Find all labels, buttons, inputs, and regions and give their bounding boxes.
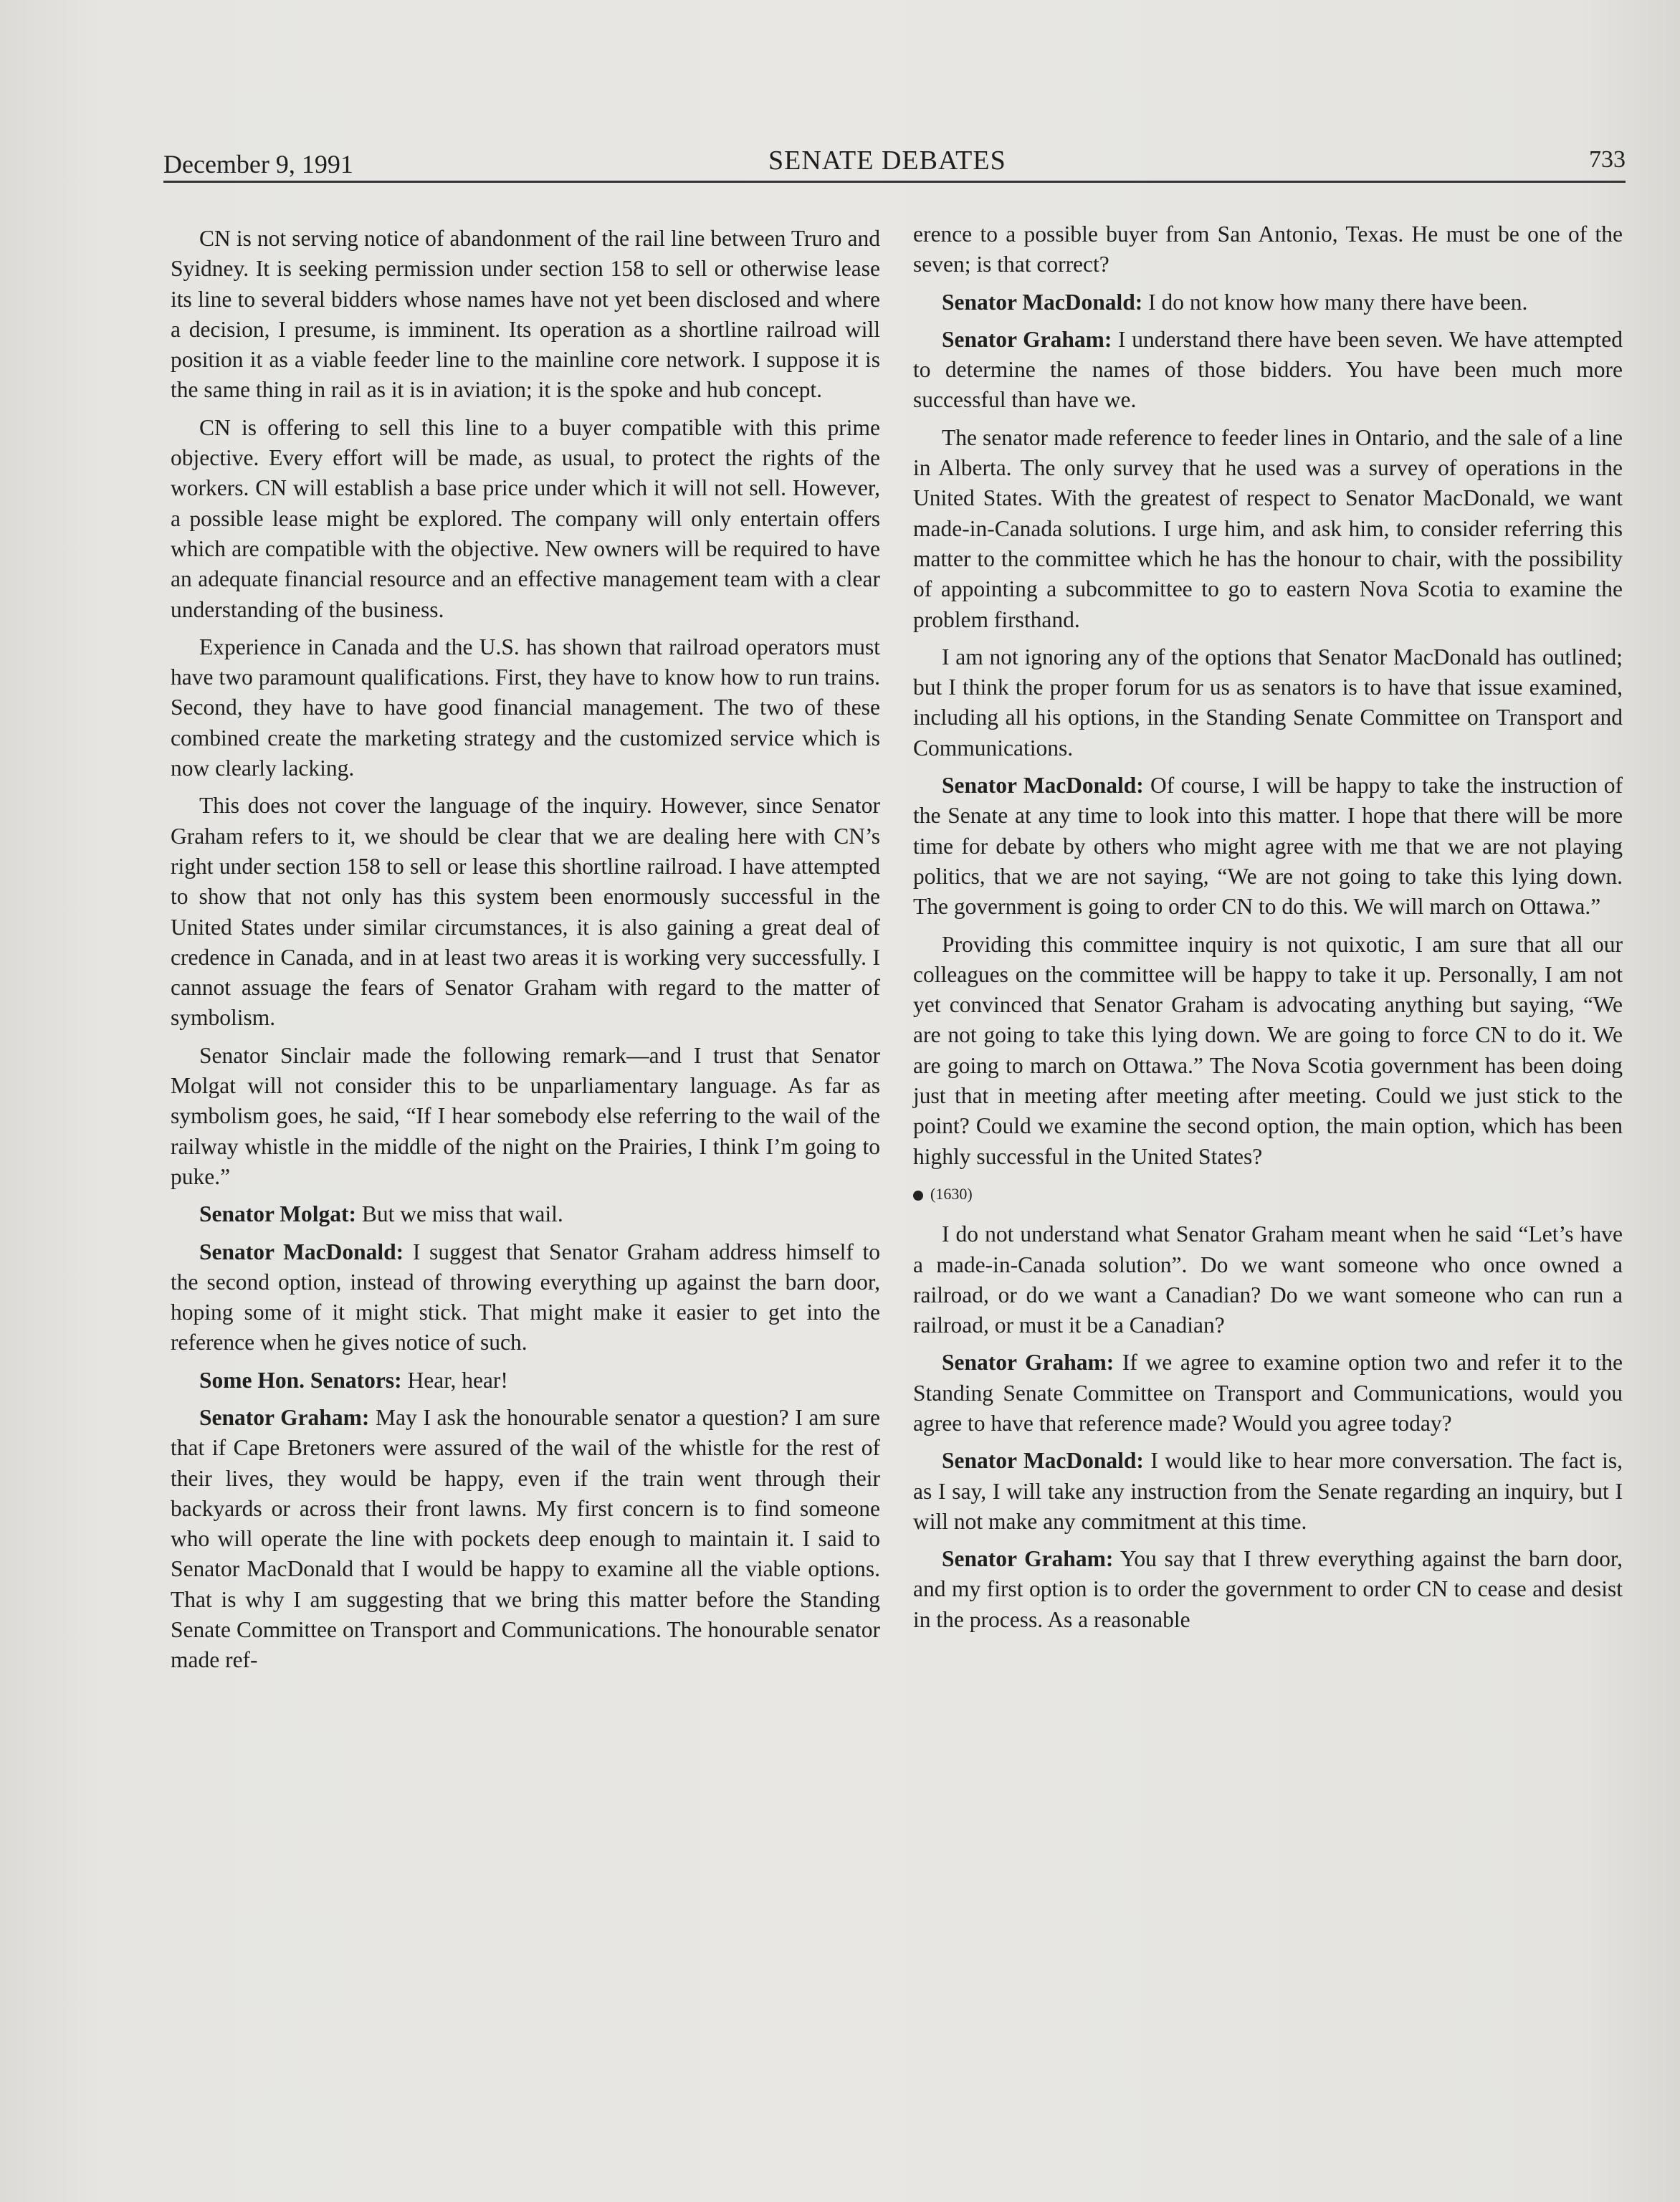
paragraph <box>171 1041 880 1192</box>
header-date: December 9, 1991 <box>163 150 353 178</box>
time-marker-text: (1630) <box>930 1184 973 1203</box>
paragraph <box>913 287 1623 318</box>
paragraph-text: Hear, hear! <box>407 1367 508 1393</box>
paragraph <box>913 1348 1623 1439</box>
paragraph <box>171 1199 880 1229</box>
paragraph-text: CN is offering to sell this line to a buyer compatible with this prime objective. Every effort will be made, as usual, to protect the rights of the workers. CN will establish a base price under which it will not sell. However, a possible lease might be explored. The company will only entertain offers which are compatible with the objective. New owners will be required to have an adequate financial resource and an effective management team with a clear understanding of the business. <box>171 414 880 622</box>
speaker-name: Senator Graham: <box>942 1350 1115 1376</box>
right-column <box>913 219 1623 1642</box>
speaker-name: Senator MacDonald: <box>942 773 1144 799</box>
speaker-name: Senator Graham: <box>942 1546 1114 1572</box>
paragraph-text: Experience in Canada and the U.S. has shown that railroad operators must have two paramount qualifications. First, they have to know how to run trains. Second, they have to have good financial management. The two of these combined create the marketing strategy and the customized service which is now clearly lacking. <box>171 634 880 781</box>
paragraph <box>913 771 1623 922</box>
page-header <box>163 138 1626 183</box>
paragraph <box>913 642 1623 763</box>
paragraph <box>913 1219 1623 1340</box>
paragraph-text: I do not understand what Senator Graham meant when he said “Let’s have a made-in-Canada solution”. Do we want someone who once owned a railroad, or do we want a Canadian? Do we want someone who can run a railroad, or must it be a Canadian? <box>913 1221 1623 1338</box>
speaker-name: Senator Graham: <box>942 326 1112 352</box>
paragraph <box>913 930 1623 1172</box>
paragraph <box>171 1403 880 1676</box>
paragraph <box>171 224 880 406</box>
header-title: SENATE DEBATES <box>768 146 1006 176</box>
paragraph-text: I would like to hear more conversation. The fact is, as I say, I will take any instruction from the Senate regarding an inquiry, but I will not make any commitment at this time. <box>913 1448 1623 1534</box>
paragraph-text: But we miss that wail. <box>361 1201 563 1227</box>
paragraph <box>171 1365 880 1396</box>
paragraph-text: This does not cover the language of the inquiry. However, since Senator Graham refers to it, we should be clear that we are dealing here with CN’s right under section 158 to sell or lease this shortline railroad. I have attempted to show that not only has this system been enormously successful in the United States under similar circumstances, it is also gaining a great deal of credence in Canada, and in at least two areas it is working very successfully. I cannot assuage the fears of Senator Graham with regard to the matter of symbolism. <box>171 793 880 1031</box>
paragraph-text: I suggest that Senator Graham address himself to the second option, instead of throwing everything up against the barn door, hoping some of it might stick. That might make it easier to get into the reference when he gives notice of such. <box>171 1239 881 1355</box>
paragraph-text: CN is not serving notice of abandonment of the rail line between Truro and Syidney. It is seeking permission under section 158 to sell or otherwise lease its line to several bidders whose names have not yet been disclosed and where a decision, I presume, is imminent. Its operation as a shortline railroad will position it as a viable feeder line to the mainline core network. I suppose it is the same thing in rail as it is in aviation; it is the spoke and hub concept. <box>171 226 880 403</box>
paragraph-text: Of course, I will be happy to take the instruction of the Senate at any time to look into this matter. I hope that there will be more time for debate by others who might agree with me that we are not playing politics, that we are not saying, “We are not going to take this lying down. The government is going to order CN to do this. We will march on Ottawa.” <box>913 773 1623 920</box>
paragraph-text: May I ask the honourable senator a question? I am sure that if Cape Bretoners were assured of the wail of the whistle for the rest of their lives, they would be happy, even if the train went through their backyards or across their front lawns. My first concern is to find someone who will operate the line with pockets deep enough to maintain it. I said to Senator MacDonald that I would be happy to examine all the viable options. That is why I am suggesting that we bring this matter before the Standing Senate Committee on Transport and Communications. The honourable senator made ref- <box>171 1404 881 1673</box>
paragraph <box>171 632 880 783</box>
time-marker <box>913 1179 1623 1209</box>
paragraph-text: Senator Sinclair made the following remark—and I trust that Senator Molgat will not consider this to be unparliamentary language. As far as symbolism goes, he said, “If I hear somebody else referring to the wail of the railway whistle in the middle of the night on the Prairies, I think I’m going to puke.” <box>171 1042 880 1189</box>
speaker-name: Senator Molgat: <box>199 1201 357 1227</box>
speaker-name: Senator Graham: <box>199 1404 370 1430</box>
paragraph <box>913 1446 1623 1537</box>
paragraph <box>913 325 1623 416</box>
paragraph <box>171 791 880 1033</box>
page-number: 733 <box>1589 146 1626 173</box>
paragraph-text: I do not know how many there have been. <box>1148 289 1528 315</box>
paragraph-text: I understand there have been seven. We have attempted to determine the names of those bidders. You have been much more successful than have we. <box>913 326 1623 413</box>
paragraph-text: erence to a possible buyer from San Antonio, Texas. He must be one of the seven; is that correct? <box>913 221 1623 277</box>
speaker-name: Senator MacDonald: <box>942 1448 1144 1474</box>
paragraph <box>913 1544 1623 1635</box>
paragraph <box>171 1237 880 1358</box>
paragraph-text: You say that I threw everything against the barn door, and my first option is to order the government to order CN to cease and desist in the process. As a reasonable <box>913 1546 1623 1632</box>
paragraph-text: Providing this committee inquiry is not quixotic, I am sure that all our colleagues on the committee will be happy to take it up. Personally, I am not yet convinced that Senator Graham is advocating anything but saying, “We are not going to take this lying down. We are going to force CN to do it. We are going to march on Ottawa.” The Nova Scotia government has been doing just that in meeting after meeting after meeting. Could we just stick to the point? Could we examine the second option, the main option, which has been highly successful in the United States? <box>913 931 1623 1169</box>
paragraph-text: The senator made reference to feeder lines in Ontario, and the sale of a line in Alberta. The only survey that he used was a survey of operations in the United States. With the greatest of respect to Senator MacDonald, we want made-in-Canada solutions. I urge him, and ask him, to consider referring this matter to the committee which he has the honour to chair, with the possibility of appointing a subcommittee to go to eastern Nova Scotia to examine the problem firsthand. <box>913 424 1623 632</box>
speaker-name: Some Hon. Senators: <box>199 1367 402 1393</box>
paragraph <box>171 413 880 625</box>
paragraph <box>913 423 1623 635</box>
speaker-name: Senator MacDonald: <box>199 1239 404 1264</box>
paragraph-text: I am not ignoring any of the options that Senator MacDonald has outlined; but I think the proper forum for us as senators is to have that issue examined, including all his options, in the Standing Senate Committee on Transport and Communications. <box>913 644 1623 761</box>
paragraph-text: If we agree to examine option two and refer it to the Standing Senate Committee on Transport and Communications, would you agree to have that reference made? Would you agree today? <box>913 1350 1623 1436</box>
left-column <box>171 224 880 1683</box>
bullet-icon <box>913 1191 923 1201</box>
paragraph <box>913 219 1623 280</box>
speaker-name: Senator MacDonald: <box>942 289 1143 315</box>
